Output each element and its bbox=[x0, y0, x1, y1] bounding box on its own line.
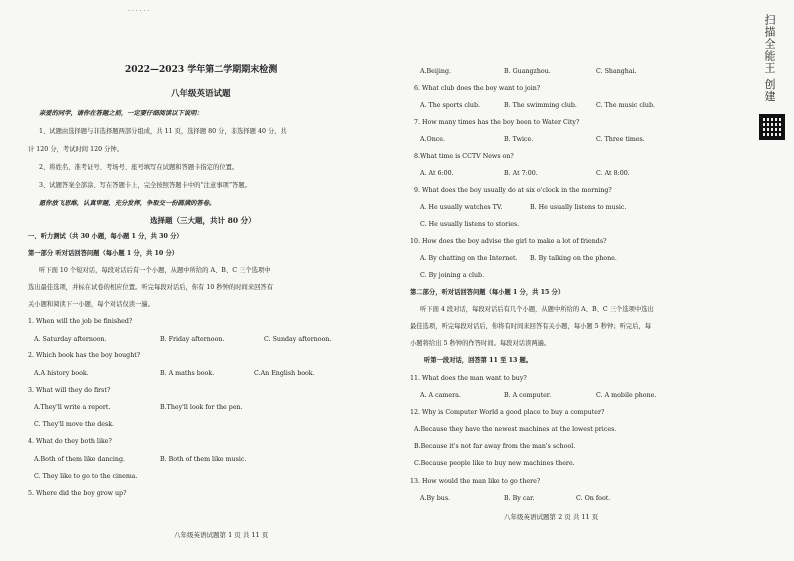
q10-option-b: B. By talking on the phone. bbox=[530, 255, 617, 262]
question-11: 11. What does the man want to buy? bbox=[410, 375, 527, 382]
part1-instruction-1: 听下面 10 个短对话，每段对话后有一个小题，从题中所给的 A、B、C 三个选项中 bbox=[39, 267, 271, 274]
q7-option-c: C. Three times. bbox=[596, 136, 645, 143]
q8-option-c: C. At 8:00. bbox=[596, 170, 630, 177]
q9-option-c: C. He usually listens to stories. bbox=[420, 221, 520, 228]
q13-option-c: C. On foot. bbox=[576, 495, 611, 502]
q12-option-c: C.Because people like to buy new machines there. bbox=[414, 460, 575, 467]
q11-option-b: B. A computer. bbox=[504, 392, 552, 399]
q6-option-c: C. The music club. bbox=[596, 102, 656, 109]
q2-option-b: B. A maths book. bbox=[160, 370, 215, 377]
question-4: 4. What do they both like? bbox=[28, 438, 112, 445]
q10-option-c: C. By joining a club. bbox=[420, 272, 485, 279]
q13-option-b: B. By car. bbox=[504, 495, 535, 502]
instruction-1a: 1、试题由选择题与非选择题两部分组成，共 11 页，选择题 80 分，非选择题 40 分，共 bbox=[39, 128, 287, 135]
q5-option-a: A.Beijing. bbox=[420, 68, 451, 75]
question-13: 13. How would the man like to go there? bbox=[410, 478, 541, 485]
footer-page-1: 八年级英语试题第 1 页 共 11 页 bbox=[174, 531, 269, 539]
part2-instruction-2: 最佳选项，听完每段对话后，你将有时间来回答有关小题，每小题 5 秒钟；听完后，每 bbox=[410, 323, 651, 330]
exam-title: 2022—2023 学年第二学期期末检测 bbox=[125, 65, 278, 75]
question-6: 6. What club does the boy want to join? bbox=[414, 85, 541, 92]
q4-option-c: C. They like to go to the cinema. bbox=[34, 473, 138, 480]
part1-title: 第一部分 听对话回答问题（每小题 1 分，共 10 分） bbox=[28, 250, 179, 257]
q11-option-c: C. A mobile phone. bbox=[596, 392, 657, 399]
greeting: 亲爱的同学，请你在答题之前，一定要仔细阅读以下说明： bbox=[39, 110, 203, 117]
q5-option-c: C. Shanghai. bbox=[596, 68, 637, 75]
q3-option-a: A.They'll write a report. bbox=[34, 404, 111, 411]
q1-option-c: C. Sunday afternoon. bbox=[264, 336, 332, 343]
question-12: 12. Why is Computer World a good place to buy a computer? bbox=[410, 409, 605, 416]
top-mark: · · · · · · bbox=[128, 8, 149, 15]
q6-option-a: A. The sports club. bbox=[420, 102, 480, 109]
question-10: 10. How does the boy advise the girl to make a lot of friends? bbox=[410, 238, 607, 245]
q6-option-b: B. The swimming club. bbox=[504, 102, 577, 109]
q3-option-b: B.They'll look for the pen. bbox=[160, 404, 243, 411]
footer-page-2: 八年级英语试题第 2 页 共 11 页 bbox=[504, 513, 599, 521]
q1-option-a: A. Saturday afternoon. bbox=[34, 336, 107, 343]
q3-option-c: C. They'll move the desk. bbox=[34, 421, 115, 428]
q2-option-a: A.A history book. bbox=[34, 370, 89, 377]
q8-option-b: B. At 7:00. bbox=[504, 170, 538, 177]
q10-option-a: A. By chatting on the Internet. bbox=[420, 255, 518, 262]
q2-option-c: C.An English book. bbox=[254, 370, 315, 377]
instruction-2: 2、将姓名、准考证号、考场号、座号填写在试题和答题卡指定的位置。 bbox=[39, 164, 239, 171]
q7-option-a: A.Once. bbox=[420, 136, 446, 143]
exam-subtitle: 八年级英语试题 bbox=[171, 89, 231, 99]
instruction-3: 3、试题答案全部涂、写在答题卡上，完全按照答题卡中的“注意事项”答题。 bbox=[39, 182, 251, 189]
question-7: 7. How many times has the boy been to Water City? bbox=[414, 119, 580, 126]
wish: 愿你放飞思维，认真审题，充分发挥，争取交一份圆满的答卷。 bbox=[39, 200, 216, 207]
part1-instruction-2: 选出最佳选项，并标在试卷的相应位置。听完每段对话后，你有 10 秒钟的时间来回答有 bbox=[28, 284, 274, 291]
question-1: 1. When will the job be finished? bbox=[28, 318, 133, 325]
question-3: 3. What will they do first? bbox=[28, 387, 111, 394]
instruction-1b: 计 120 分，考试时间 120 分钟。 bbox=[28, 146, 124, 153]
qr-code-icon bbox=[759, 114, 785, 140]
q12-option-a: A.Because they have the newest machines at the lowest prices. bbox=[414, 426, 617, 433]
page-2 bbox=[410, 0, 746, 561]
q12-option-b: B.Because it's not far away from the man's school. bbox=[414, 443, 576, 450]
q4-option-b: B. Both of them like music. bbox=[160, 456, 247, 463]
q7-option-b: B. Twice. bbox=[504, 136, 534, 143]
q5-option-b: B. Guangzhou. bbox=[504, 68, 551, 75]
question-2: 2. Which book has the boy bought? bbox=[28, 352, 141, 359]
part2-instruction-3: 小题将给出 5 秒钟的作答时间。每段对话读两遍。 bbox=[410, 340, 551, 347]
part2-title: 第二部分，听对话回答问题（每小题 1 分，共 15 分） bbox=[410, 289, 565, 296]
listening-title: 一、听力测试（共 30 小题，每小题 1 分，共 30 分） bbox=[28, 233, 183, 240]
q9-option-a: A. He usually watches TV. bbox=[420, 204, 503, 211]
q4-option-a: A.Both of them like dancing. bbox=[34, 456, 126, 463]
question-8: 8.What time is CCTV News on? bbox=[414, 153, 514, 160]
q8-option-a: A. At 6:00. bbox=[420, 170, 454, 177]
q9-option-b: B. He usually listens to music. bbox=[530, 204, 627, 211]
scanner-brand-text: 扫描全能王 创建 bbox=[763, 14, 776, 103]
scanner-watermark bbox=[757, 6, 787, 156]
question-5: 5. Where did the boy grow up? bbox=[28, 490, 127, 497]
page-1 bbox=[28, 0, 380, 561]
question-9: 9. What does the boy usually do at six o'clock in the morning? bbox=[414, 187, 612, 194]
part2-instruction-1: 听下面 4 段对话，每段对话后有几个小题，从题中所给的 A、B、C 三个选项中选出 bbox=[420, 306, 654, 313]
listen-first-dialogue: 听第一段对话，回答第 11 至 13 题。 bbox=[424, 357, 533, 364]
q1-option-b: B. Friday afternoon. bbox=[160, 336, 225, 343]
choice-section-title: 选择题（三大题，共计 80 分） bbox=[150, 216, 256, 225]
part1-instruction-3: 关小题和阅读下一小题，每个对话仅读一遍。 bbox=[28, 301, 154, 308]
q11-option-a: A. A camera. bbox=[420, 392, 461, 399]
q13-option-a: A.By bus. bbox=[420, 495, 451, 502]
